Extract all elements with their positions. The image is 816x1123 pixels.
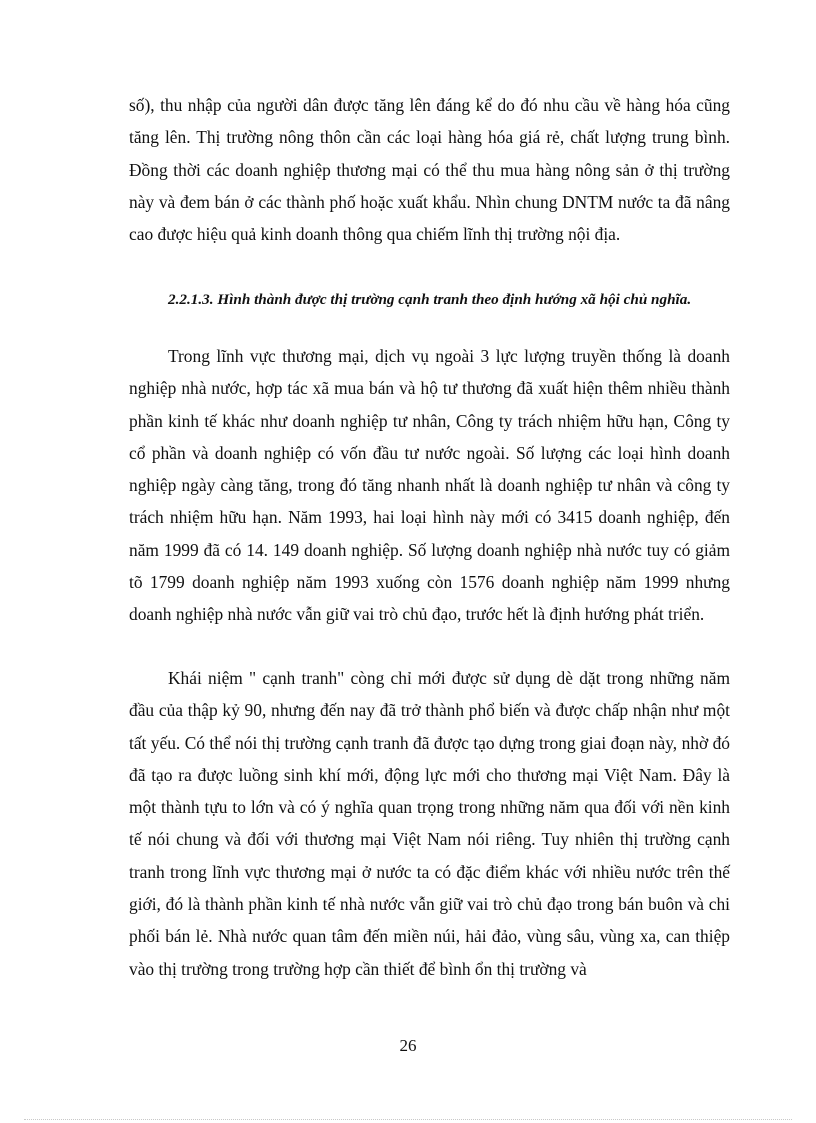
paragraph-text: Khái niệm " cạnh tranh" còng chỉ mới được sử dụng dè dặt trong những năm đầu của thập kỷ 90, nhưng đến nay đã trở thành phổ biến và được chấp nhận như một tất yếu. Có thể nói thị trường cạnh tranh đã được tạo dựng trong giai đoạn này, nhờ đó đã tạo ra được luồng sinh khí mới, động lực mới cho thương mại Việt Nam. Đây là một thành tựu to lớn và có ý nghĩa quan trọng trong những năm qua đối với nền kinh tế nói chung và đối với thương mại Việt Nam nói riêng. Tuy nhiên thị trường cạnh tranh trong lĩnh vực thương mại ở nước ta có đặc điểm khác với nhiều nước trên thế giới, đó là thành phần kinh tế nhà nước vẫn giữ vai trò chủ đạo trong bán buôn và chi phối bán lẻ. Nhà nước quan tâm đến miền núi, hải đảo, vùng sâu, vùng xa, can thiệp vào thị trường trong trường hợp cần thiết để bình ổn thị trường và: [129, 668, 730, 979]
section-heading-text: 2.2.1.3. Hình thành được thị trường cạnh tranh theo định hướng xã hội chủ nghĩa.: [168, 291, 692, 308]
paragraph-competition: [129, 662, 730, 985]
page-number: 26: [399, 1036, 417, 1055]
paragraph-business-types: [129, 340, 730, 631]
paragraph-text: số), thu nhập của người dân được tăng lên đáng kể do đó nhu cầu về hàng hóa cũng tăng lên. Thị trường nông thôn cần các loại hàng hóa giá rẻ, chất lượng trung bình. Đồng thời các doanh nghiệp thương mại có thể thu mua hàng nông sản ở thị trường này và đem bán ở các thành phố hoặc xuất khẩu. Nhìn chung DNTM nước ta đã nâng cao được hiệu quả kinh doanh thông qua chiếm lĩnh thị trường nội địa.: [129, 95, 730, 245]
paragraph-continuation: [129, 89, 730, 250]
section-heading: [129, 287, 730, 313]
footer-divider: [24, 1119, 792, 1120]
paragraph-text: Trong lĩnh vực thương mại, dịch vụ ngoài 3 lực lượng truyền thống là doanh nghiệp nhà nước, hợp tác xã mua bán và hộ tư thương đã xuất hiện thêm nhiều thành phần kinh tế khác như doanh nghiệp tư nhân, Công ty trách nhiệm hữu hạn, Công ty cổ phần và doanh nghiệp có vốn đầu tư nước ngoài. Số lượng các loại hình doanh nghiệp ngày càng tăng, trong đó tăng nhanh nhất là doanh nghiệp tư nhân và công ty trách nhiệm hữu hạn. Năm 1993, hai loại hình này mới có 3415 doanh nghiệp, đến năm 1999 đã có 14. 149 doanh nghiệp. Số lượng doanh nghiệp nhà nước tuy có giảm tõ 1799 doanh nghiệp năm 1993 xuống còn 1576 doanh nghiệp năm 1999 nhưng doanh nghiệp nhà nước vẫn giữ vai trò chủ đạo, trước hết là định hướng phát triển.: [129, 346, 730, 625]
